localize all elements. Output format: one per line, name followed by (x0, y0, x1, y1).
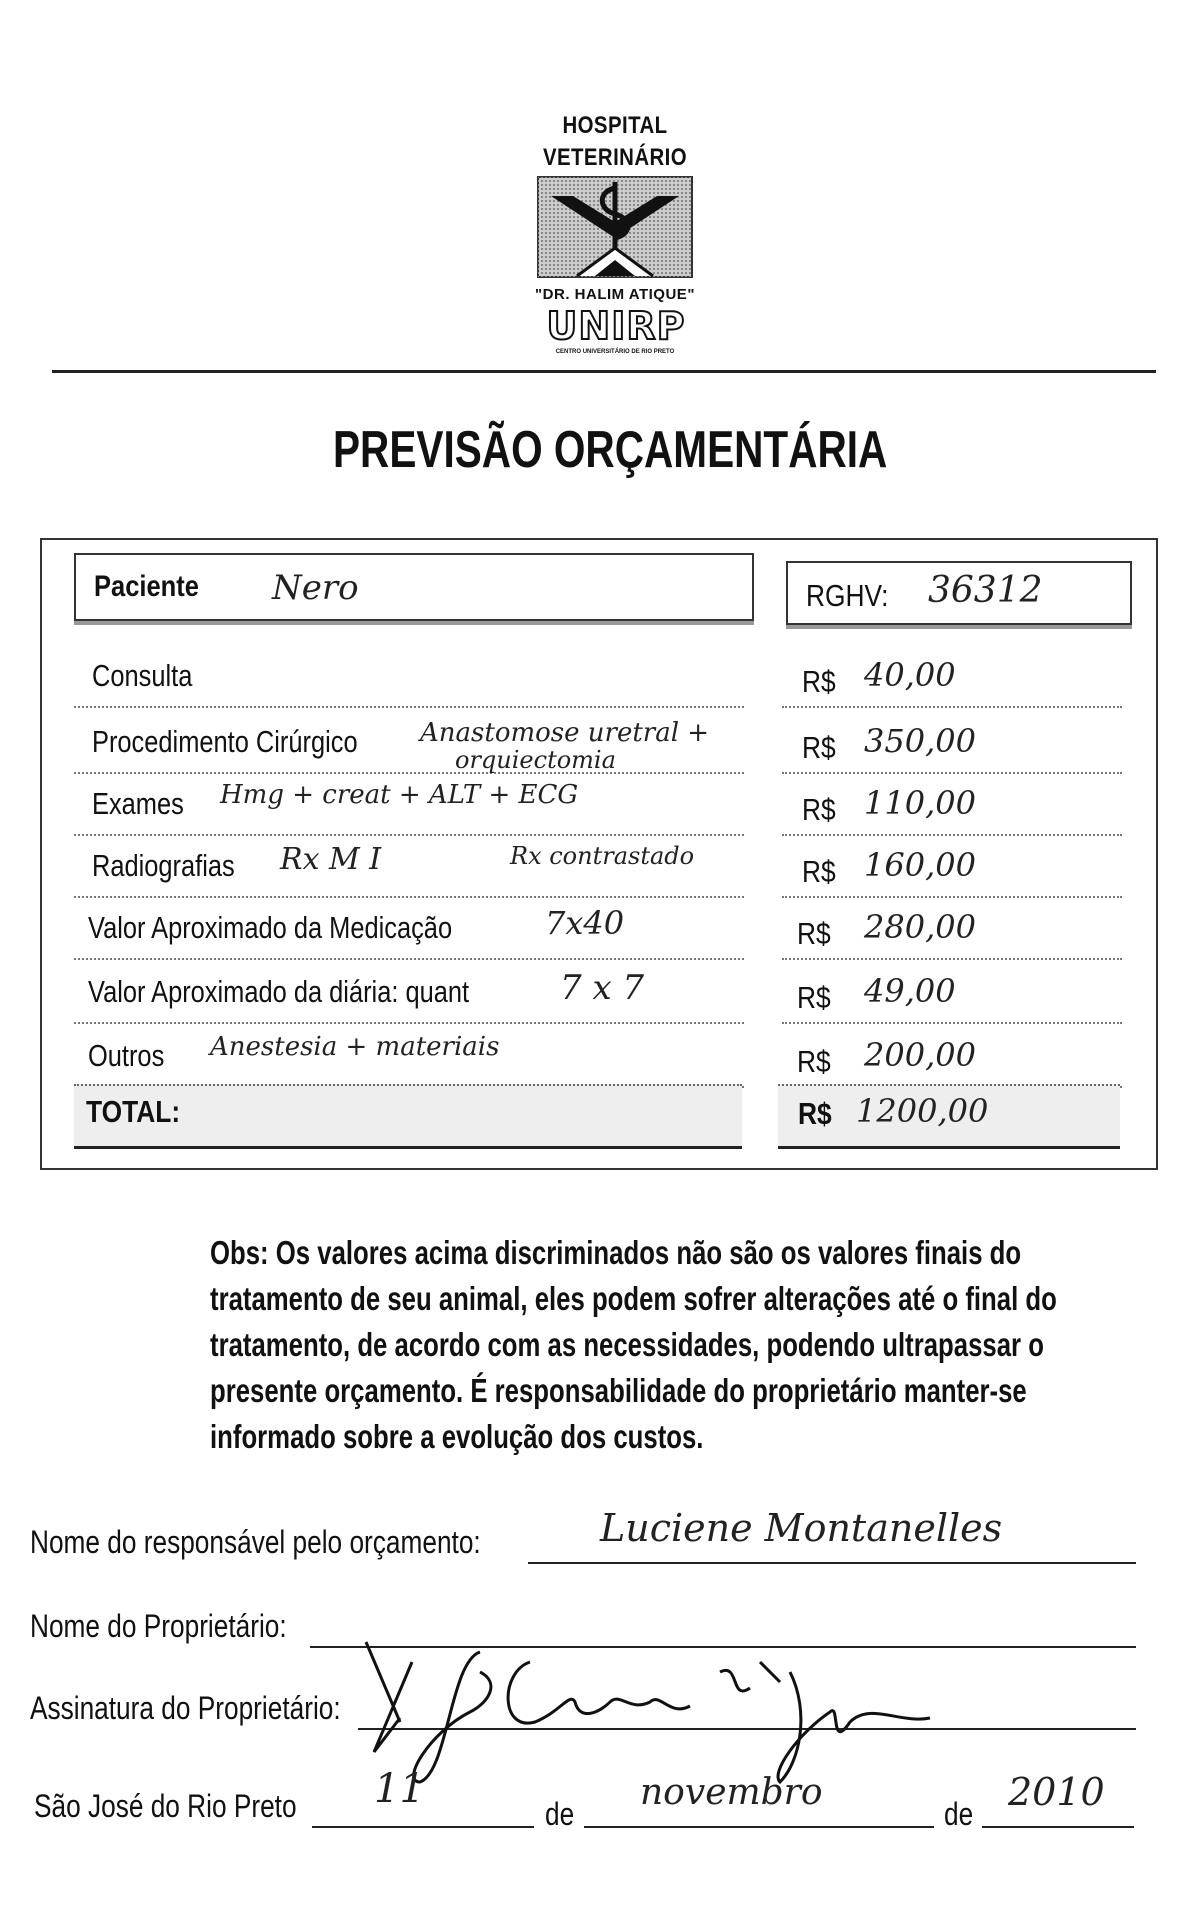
signature-label: Assinatura do Proprietário: (30, 1690, 341, 1726)
patient-value: Nero (272, 568, 359, 608)
logo-line-1: HOSPITAL (562, 112, 668, 139)
row-label: Procedimento Cirúrgico (92, 724, 358, 759)
row-label: Outros (88, 1038, 165, 1073)
row-separator-right (782, 896, 1122, 898)
date-day: 11 (374, 1766, 425, 1812)
patient-label: Paciente (94, 570, 199, 603)
row-handwritten-note-2: orquiectomia (455, 746, 616, 774)
row-currency: R$ (797, 916, 831, 951)
row-currency: R$ (802, 792, 836, 827)
row-currency: R$ (797, 1044, 831, 1079)
row-currency: R$ (802, 664, 836, 699)
row-value: 200,00 (864, 1036, 976, 1074)
row-value: 40,00 (864, 656, 956, 694)
logo-line-2: VETERINÁRIO (542, 144, 688, 171)
row-separator-left (74, 896, 744, 898)
responsible-line[interactable] (528, 1562, 1136, 1564)
row-label: Valor Aproximado da diária: quant (88, 974, 470, 1009)
row-value: 350,00 (864, 722, 976, 760)
obs-line-2: tratamento de seu animal, eles podem sofrer alterações até o final do (210, 1280, 1057, 1317)
row-separator-left (74, 706, 744, 708)
row-handwritten-note: Hmg + creat + ALT + ECG (220, 780, 579, 810)
row-value: 110,00 (864, 784, 976, 822)
date-month: novembro (640, 1772, 823, 1813)
total-currency: R$ (798, 1096, 832, 1131)
row-separator-left (74, 1022, 744, 1024)
row-value: 49,00 (864, 972, 956, 1010)
date-city: São José do Rio Preto (34, 1788, 297, 1824)
responsible-value: Luciene Montanelles (600, 1506, 1003, 1550)
row-label: Exames (92, 786, 184, 821)
rghv-value: 36312 (928, 570, 1043, 611)
rghv-label: RGHV: (806, 578, 889, 613)
header-rule (52, 370, 1156, 373)
obs-line-3: tratamento, de acordo com as necessidades, podendo ultrapassar o (210, 1326, 1044, 1363)
row-handwritten-note: Anastomose uretral + (420, 718, 710, 748)
row-label: Radiografias (92, 848, 235, 883)
date-year-line[interactable] (982, 1826, 1134, 1828)
row-handwritten-note: Anestesia + materiais (210, 1032, 500, 1062)
logo-subtitle: "DR. HALIM ATIQUE" (535, 286, 695, 303)
logo-tagline: CENTRO UNIVERSITÁRIO DE RIO PRETO (555, 349, 675, 355)
row-separator-right (782, 706, 1122, 708)
obs-line-4: presente orçamento. É responsabilidade do proprietário manter-se (210, 1372, 1027, 1409)
unirp-brand-text: UNIRP (546, 304, 686, 348)
total-label: TOTAL: (86, 1094, 181, 1129)
date-year: 2010 (1008, 1770, 1105, 1814)
row-currency: R$ (802, 854, 836, 889)
row-handwritten-note: 7x40 (545, 904, 625, 942)
row-separator-left (74, 958, 744, 960)
row-currency: R$ (802, 730, 836, 765)
row-separator-right (782, 772, 1122, 774)
unirp-logo-icon (534, 306, 698, 346)
row-handwritten-note: 7 x 7 (560, 968, 645, 1008)
row-handwritten-note: Rx M I (280, 842, 382, 877)
row-value: 280,00 (864, 908, 976, 946)
row-separator-right (782, 958, 1122, 960)
row-separator-right (782, 1022, 1122, 1024)
total-value: 1200,00 (856, 1092, 989, 1130)
page-title: PREVISÃO ORÇAMENTÁRIA (333, 421, 888, 479)
row-value: 160,00 (864, 846, 976, 884)
row-separator-left (74, 834, 744, 836)
signature-icon (360, 1632, 940, 1792)
row-separator-right (782, 834, 1122, 836)
row-currency: R$ (797, 980, 831, 1015)
row-label: Valor Aproximado da Medicação (88, 910, 453, 945)
obs-line-5: informado sobre a evolução dos custos. (210, 1418, 704, 1455)
row-handwritten-note-2: Rx contrastado (510, 842, 695, 870)
responsible-label: Nome do responsável pelo orçamento: (30, 1524, 481, 1560)
date-de-1: de (545, 1796, 575, 1832)
row-separator-left (74, 772, 744, 774)
obs-paragraph (210, 1230, 1059, 1460)
hospital-emblem-icon (537, 176, 693, 278)
obs-line-1: Obs: Os valores acima discriminados não são os valores finais do (210, 1234, 1022, 1271)
row-label: Consulta (92, 658, 193, 693)
date-de-2: de (944, 1796, 974, 1832)
date-day-line[interactable] (312, 1826, 534, 1828)
owner-label: Nome do Proprietário: (30, 1608, 287, 1644)
date-month-line[interactable] (584, 1826, 934, 1828)
obs-label: Obs: (210, 1234, 269, 1271)
